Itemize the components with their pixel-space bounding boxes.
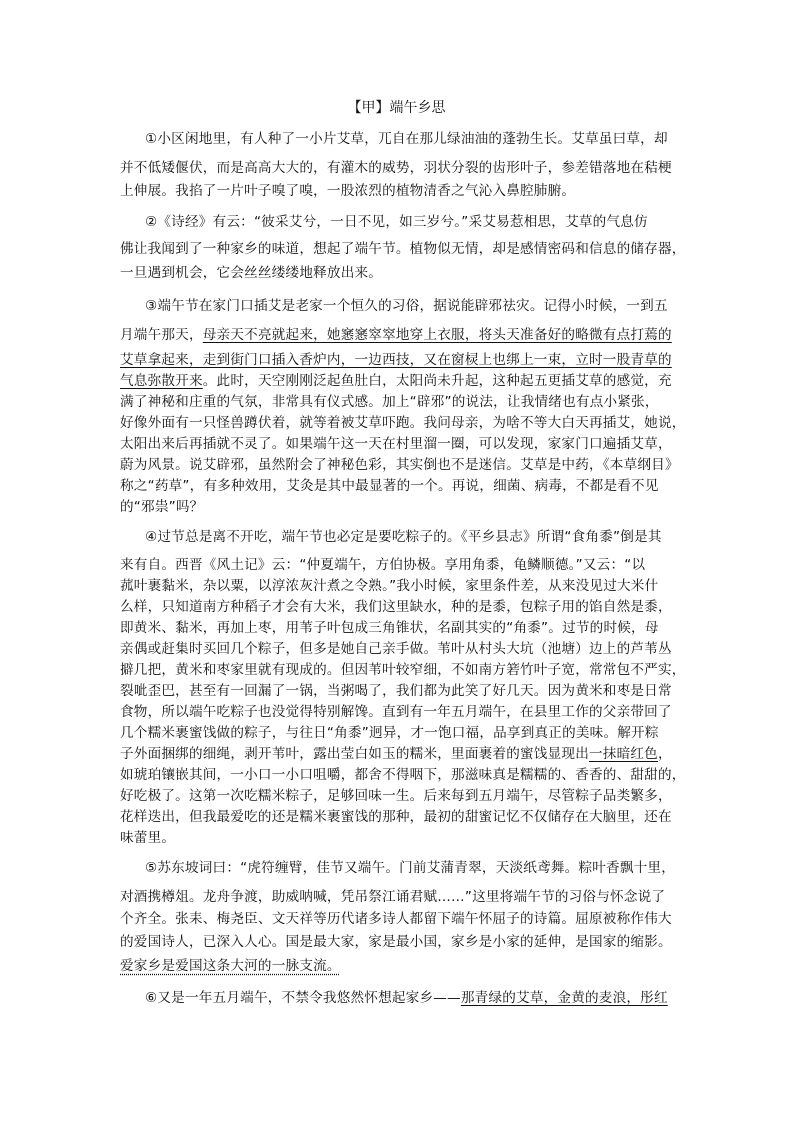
text-line [120,765,686,785]
text-segment: ③端午节在家门口插艾是老家一个恒久的习俗，据说能辟邪祛灾。记得小时候，一到五 [145,298,668,314]
text-segment: 擗几把，黄米和枣家里就有现成的。但因苇叶较窄细，不如南方箬竹叶子宽，常常包不严实， [120,662,686,678]
text-segment: 亲偶或赶集时买回几个粽子，但多是她自己亲手做。苇叶从村头大坑（池塘）边上的芦苇丛 [120,641,672,657]
text-segment: 裂呲歪巴，甚至有一回漏了一锅，当粥喝了，我们都为此笑了好几天。因为黄米和枣是日常 [120,683,672,699]
text-line [120,597,672,617]
text-segment: 太阳出来后再插就不灵了。如果端午这一天在村里溜一圈，可以发现，家家门口遍插艾草， [120,436,672,452]
text-line [120,828,175,848]
text-line [120,455,679,475]
text-line [120,681,672,701]
text-line [120,497,203,517]
text-segment: 食物，所以端午吃粽子也没觉得特别解馋。直到有一年五月端午，在县里工作的父亲带回了 [120,704,672,720]
text-segment: 好像外面有一只怪兽蹲伏着，就等着被艾草吓跑。我问母亲，为啥不等大白天再插艾，她说， [120,415,686,431]
text-line [145,988,668,1008]
text-segment: 么样，只知道南方种稻子才会有大米，我们这里缺水，种的是黍，包粽子用的馅自然是黍， [120,599,672,615]
text-segment: ①小区闲地里，有人种了一小片艾草，兀自在那儿绿油油的蓬勃生长。艾草虽曰草，却 [145,131,668,147]
text-line [120,350,672,370]
text-segment: 上伸展。我掐了一片叶子嗅了嗅，一股浓烈的植物清香之气沁入鼻腔肺腑。 [120,183,576,199]
underlined-text: 艾草拿起来，走到街门口插入香炉内，一边西技，又在窗棂上也绑上一束，立时一股青草的 [120,352,672,368]
text-line [120,639,672,659]
text-line [120,909,672,929]
text-segment: 味蕾里。 [120,830,176,846]
text-segment: 来有自。西晋《风土记》云：“仲夏端午，方伯协极。享用角黍，龟鳞顺德。”又云：“以 [120,557,646,573]
text-segment: ⑤苏东坡词曰：“虎符缠臂，佳节又端午。门前艾蒲青翠，天淡纸鸢舞。粽叶香飘十里， [145,860,675,876]
text-segment: 一旦遇到机会，它会丝丝缕缕地释放出来。 [120,265,383,281]
text-segment: 如琥珀镶嵌其间，一小口一小口咀嚼，都舍不得咽下，那滋味真是糯糯的、香香的、甜甜的， [120,767,686,783]
text-line [120,887,665,907]
text-segment: 花样迭出，但我最爱吃的还是糯米裹蜜饯的那种，最初的甜蜜记忆不仅储存在大脑里，还在 [120,809,672,825]
text-segment: ②《诗经》有云：“彼采艾兮，一日不见，如三岁兮。”采艾易惹相思，艾草的气息仿 [145,214,648,230]
text-segment: 满了神秘和庄重的气氛，非常具有仪式感。加上“辟邪”的说法，让我情绪也有点小紧张， [120,394,659,410]
text-segment: 并不低矮偃伏，而是高高大大的，有灌木的威势，羽状分裂的齿形叶子，参差错落地在秸梗 [120,160,672,176]
text-segment: 几个糯米裹蜜饯做的粽子，与往日“角黍”迥异，才一饱口福，品享到真正的美味。解开粽 [120,725,659,741]
text-segment: 个齐全。张耒、梅尧臣、文天祥等历代诸多诗人都留下端午怀屈子的诗篇。屈原被称作伟大 [120,911,672,927]
text-segment: 的爱国诗人，已深入人心。国是最大家，家是最小国，家乡是小家的延伸，是国家的缩影。 [120,934,672,950]
text-line [120,702,672,722]
text-segment: ⑥又是一年五月端午，不禁令我悠然怀想起家乡—— [145,990,461,1006]
text-line [120,576,658,596]
text-segment: 称之“药草”，有多种效用，艾灸是其中最显著的一个。再说，细菌、病毒，不都是看不见 [120,478,659,494]
text-segment: ④过节总是离不开吃，端午节也必定是要吃粽子的。《平乡县志》所谓“食角黍”倒是其 [145,529,662,545]
text-line [120,158,672,178]
text-segment: 对酒携樽俎。龙舟争渡，助威呐喊，凭吊祭江诵君赋……”这里将端午节的习俗与怀念说了 [120,889,666,905]
text-segment: 的“邪祟”吗？ [120,499,204,515]
text-line [120,723,659,743]
text-segment: 子外面捆绑的细绳，剥开苇叶，露出莹白如玉的糯米，里面裹着的蜜饯显现出 [120,746,589,762]
text-line [120,434,672,454]
text-segment: 月端午那天， [120,327,203,343]
text-line [120,618,659,638]
text-segment: 。此时，天空刚刚泛起鱼肚白，太阳尚未升起，这种起五更插艾草的感觉，充 [202,373,672,389]
underlined-text: 一抹暗红色 [589,746,658,762]
text-line [145,858,675,878]
text-segment: 佛让我闻到了一种家乡的味道，想起了端午节。植物似无情，却是感情密码和信息的储存器， [120,241,686,257]
underlined-text: 母亲天不亮就起来，她窸窸窣窣地穿上衣服，将头天准备好的略微有点打蔫的 [202,327,672,343]
text-line [120,807,672,827]
article-title: 【甲】端午乡思 [347,100,446,116]
text-line [120,181,575,201]
text-segment: 即黄米、黏米，再加上枣，用苇子叶包成三角锥状，名副其实的“角黍”。过节的时候，母 [120,620,659,636]
text-segment: ， [657,746,672,762]
text-line [120,932,672,952]
text-line [120,371,672,391]
text-segment: 菰叶裹黏米，杂以粟，以淳浓灰汁煮之令熟。”我小时候，家里条件差，从来没见过大米什 [120,578,659,594]
text-line [120,956,341,976]
text-line [120,392,659,412]
text-segment: 好吃极了。这第一次吃糯米粽子，足够回味一生。后来每到五月端午，尽管粽子品类繁多， [120,788,672,804]
underlined-text: 气息弥散开来 [120,373,203,389]
text-line [120,555,645,575]
text-line [145,296,668,316]
text-segment: 蔚为风景。说艾辟邪，虽然附会了神秘色彩，其实倒也不是迷信。艾草是中药，《本草纲目》 [120,457,679,473]
dotted-text: 爱家乡是爱国这条大河的一脉支流。 [120,958,341,974]
text-line [120,239,686,259]
text-line [120,744,672,764]
text-line [120,263,382,283]
text-line [120,786,672,806]
text-line [145,129,668,149]
text-line [120,325,672,345]
text-line [120,413,686,433]
underlined-text: 那青绿的艾草，金黄的麦浪，彤红 [460,990,668,1006]
text-line [120,660,686,680]
text-line [120,476,659,496]
text-line [145,527,662,547]
text-line [145,212,648,232]
